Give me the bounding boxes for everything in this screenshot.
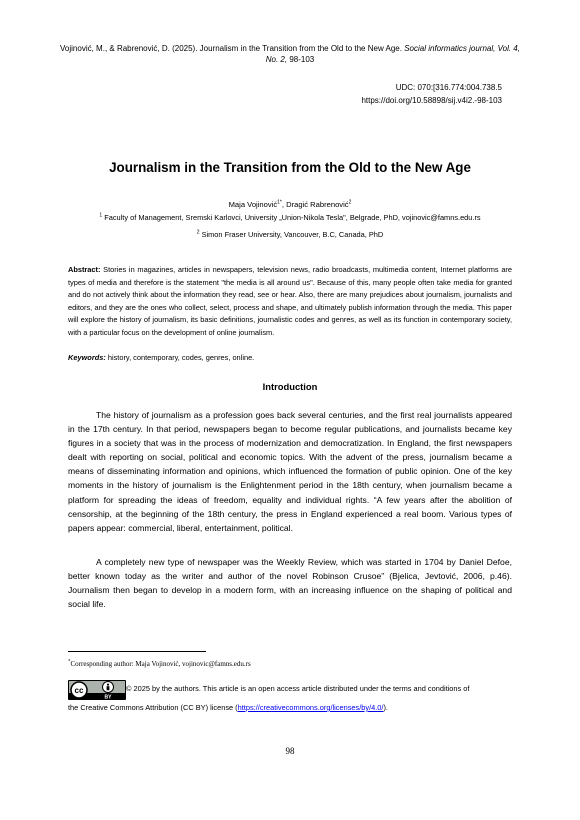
author-name: Dragić Rabrenović bbox=[286, 200, 349, 209]
footnote bbox=[68, 659, 251, 669]
affiliation-text: Faculty of Management, Sremski Karlovci, University „Union-Nikola Tesla", Belgrade, PhD, vojinovic@famns.edu.rs bbox=[102, 213, 481, 222]
affiliation-1 bbox=[40, 212, 540, 223]
affiliation-sup: 1 bbox=[99, 212, 103, 219]
author-sup: 1* bbox=[277, 199, 282, 206]
citation-journal: Social informatics journal, Vol. 4, No. 2, bbox=[265, 44, 520, 64]
affiliation-2 bbox=[40, 229, 540, 240]
license-text-line2 bbox=[68, 702, 518, 713]
citation-header bbox=[60, 43, 520, 65]
keywords-text: history, contemporary, codes, genres, online. bbox=[105, 353, 255, 362]
affiliation-sup: 2 bbox=[196, 229, 200, 236]
identifier-block bbox=[361, 81, 502, 107]
abstract bbox=[68, 264, 512, 339]
udc-code: UDC: 070:[316.774:004.738.5 bbox=[395, 83, 502, 92]
creative-commons-by-icon bbox=[68, 680, 126, 700]
footnote-divider bbox=[68, 651, 206, 652]
section-heading: Introduction bbox=[262, 381, 318, 392]
keywords bbox=[68, 352, 512, 364]
author-sup: 2 bbox=[348, 199, 352, 206]
footnote-marker: * bbox=[68, 659, 71, 665]
affiliation-text: Simon Fraser University, Vancouver, B.C, Canada, PhD bbox=[199, 230, 384, 239]
author-separator: , bbox=[281, 200, 287, 209]
citation-main: Vojinović, M., & Rabrenović, D. (2025). Journalism in the Transition from the Old to the New Age. bbox=[60, 44, 402, 53]
license-text: the Creative Commons Attribution (CC BY) license ( bbox=[68, 703, 238, 712]
citation-pages: 98-103 bbox=[289, 55, 315, 64]
keywords-label: Keywords: bbox=[68, 353, 106, 362]
license-link[interactable]: https://creativecommons.org/licenses/by/4.0/ bbox=[237, 703, 384, 712]
body-paragraph: A completely new type of newspaper was the Weekly Review, which was started in 1704 by Daniel Defoe, better known today as the writer and author of the novel Robinson Crusoe” (Bjelica, Jevtović, 2006, p.46). Journalism then began to develop in a modern form, with an increasing influence on the shaping of political and social life. bbox=[68, 557, 512, 610]
author-name: Maja Vojinović bbox=[228, 200, 278, 209]
license-text-end: ). bbox=[383, 703, 388, 712]
doi-link[interactable]: https://doi.org/10.58898/sij.v4i2.-98-103 bbox=[361, 96, 502, 105]
page-number: 98 bbox=[285, 746, 295, 756]
license-text-line1: © 2025 by the authors. This article is an open access article distributed under the terms and conditions of bbox=[126, 684, 470, 693]
abstract-label: Abstract: bbox=[68, 265, 101, 274]
author-line bbox=[40, 199, 540, 210]
cc-badge-text: cc bbox=[74, 686, 84, 695]
by-badge-text: BY bbox=[104, 694, 112, 700]
body-paragraph: The history of journalism as a profession goes back several centuries, and the first real journalists appeared in the 17th century. In that period, newspapers began to become regular publications, and journalists became key figures in a society that was in the process of modernization and democratization. In England, the first newspapers dealt with reporting on social, political and economic topics. With the advent of the press, journalism became a means of disseminating information and opinions, which influenced the formation of public opinion. One of the key moments in the history of journalism is the Enlightenment period in the 18th century, when journalism became a platform for spreading the ideas of freedom, equality and individual rights. “A few years after the abolition of censorship, at the beginning of the 18th century, the press in England experienced a real boom. Various types of papers appear: commercial, liberal, entertainment, political. bbox=[68, 410, 512, 533]
article-title: Journalism in the Transition from the Old to the New Age bbox=[109, 160, 471, 175]
abstract-text: Stories in magazines, articles in newspapers, television news, radio broadcasts, multimedia content, Internet platforms are types of media and therefore is the statement "the media is all around us". Because of this, many people often take media for granted and do not actively think about the information they read, see or hear. Also, there are many prejudices about journalism, journalists and editors, and they are the ones who collect, select, process and shape, and ultimately publish information through the media. This paper will explore the history of journalism, its basic definitions, journalistic codes and genres, as well as its function in contemporary society, with a particular focus on the development of online journalism. bbox=[68, 265, 512, 337]
footnote-text: Corresponding author: Maja Vojinović, vojinovic@famns.edu.rs bbox=[70, 660, 251, 668]
